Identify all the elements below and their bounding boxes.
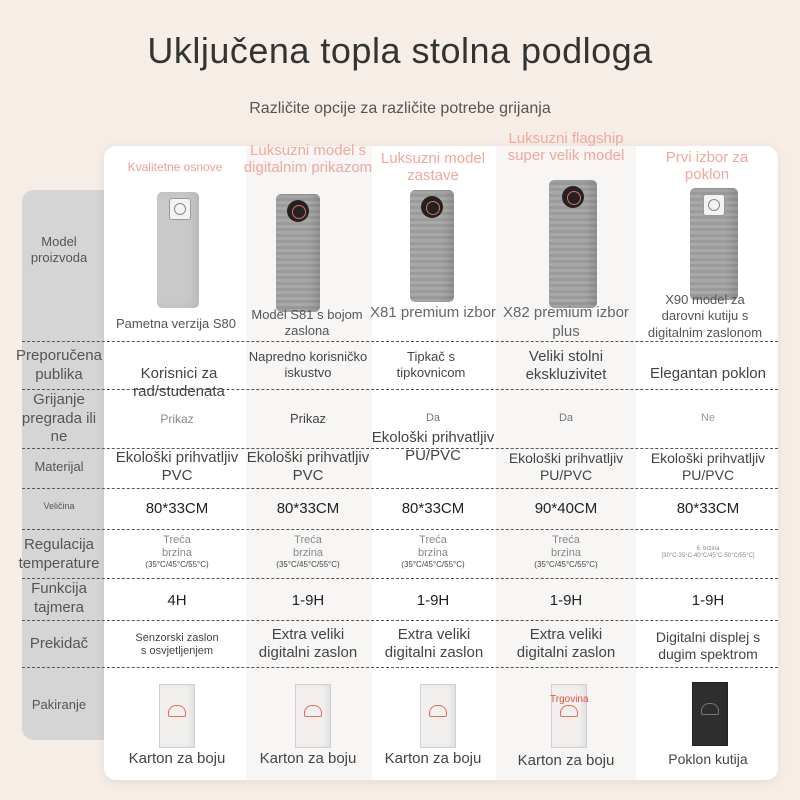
partition-cell-3: Da: [425, 412, 441, 425]
display-icon: [169, 198, 191, 220]
temperature-cell-5: [643, 538, 773, 568]
package-note: Trgovina: [550, 694, 589, 705]
size-cell-5: 80*33CM: [676, 500, 740, 517]
product-image-x81: [410, 190, 454, 302]
page-subtitle: Različite opcije za različite potrebe grijanja: [249, 100, 551, 117]
material-cell-1: Ekološki prihvatljiv PVC: [115, 449, 239, 484]
temperature-cell-2: [243, 530, 373, 574]
temperature-range: (35°C/45°C/55°C): [276, 560, 340, 570]
partition-cell-2: Prikaz: [289, 411, 327, 427]
switch-cell-2: Extra veliki digitalni zaslon: [258, 626, 358, 661]
switch-cell-1: Senzorski zaslon s osvjetljenjem: [135, 631, 219, 657]
package-box-5: [692, 682, 728, 746]
temperature-title: Treća brzina: [293, 534, 323, 560]
page-title: Uključena topla stolna podloga: [147, 30, 653, 71]
column-header-3: Luksuzni model zastave: [380, 150, 486, 185]
row-label-switch: Prekidač: [29, 634, 89, 652]
temperature-range: (35°C/45°C/55°C): [401, 560, 465, 570]
model-name-4: X82 premium izbor plus: [503, 304, 629, 340]
row-divider: [22, 578, 778, 579]
audience-cell-4: Veliki stolni ekskluzivitet: [525, 348, 607, 383]
audience-cell-2: Napredno korisničko iskustvo: [248, 349, 368, 380]
row-label-timer: Funkcija tajmera: [31, 580, 87, 616]
model-name-1: Pametna verzija S80: [116, 316, 236, 331]
packaging-cell-3: Karton za boju: [384, 750, 482, 767]
brand-logo-icon: [429, 705, 447, 717]
partition-cell-1: Prikaz: [160, 411, 194, 426]
timer-cell-4: 1-9H: [549, 592, 583, 609]
switch-cell-5: Digitalni displej s dugim spektrom: [655, 629, 761, 662]
brand-logo-icon: [168, 705, 186, 717]
row-divider: [22, 341, 778, 342]
material-cell-3: Ekološki prihvatljiv PU/PVC: [371, 429, 495, 464]
column-header-1: Kvalitetne osnove: [127, 160, 223, 174]
material-cell-4: Ekološki prihvatljiv PU/PVC: [508, 450, 624, 483]
row-label-packaging: Pakiranje: [31, 696, 87, 712]
model-name-2: Model S81 s bojom zaslona: [251, 307, 363, 339]
size-cell-1: 80*33CM: [145, 500, 209, 517]
brand-logo-icon: [304, 705, 322, 717]
display-icon: [287, 200, 309, 222]
display-icon: [703, 194, 725, 216]
model-name-3: X81 premium izbor: [370, 304, 496, 321]
row-label-size: Veličina: [43, 501, 75, 512]
package-box-3: [420, 684, 456, 748]
row-label-audience: Preporučena publika: [16, 347, 102, 383]
temperature-title: Treća brzina: [162, 534, 192, 560]
display-icon: [421, 196, 443, 218]
temperature-title: 6. brzina: [696, 545, 720, 552]
size-cell-3: 80*33CM: [401, 500, 465, 517]
material-cell-2: Ekološki prihvatljiv PVC: [246, 449, 370, 484]
row-label-material: Materijal: [34, 458, 84, 474]
brand-logo-icon: [701, 703, 719, 715]
display-icon: [562, 186, 584, 208]
timer-cell-1: 4H: [167, 592, 187, 609]
brand-logo-icon: [560, 705, 578, 717]
packaging-cell-5: Poklon kutija: [668, 750, 748, 767]
timer-cell-5: 1-9H: [691, 592, 725, 609]
row-label-model: Model proizvoda: [30, 233, 88, 265]
row-label-partition: Grijanje pregrada ili ne: [21, 390, 97, 446]
column-header-4: Luksuzni flagship super velik model: [507, 130, 625, 165]
temperature-range: (35°C/45°C/55°C): [145, 560, 209, 570]
switch-cell-3: Extra veliki digitalni zaslon: [384, 626, 484, 661]
temperature-cell-1: [112, 530, 242, 574]
temperature-cell-4: [501, 530, 631, 574]
temperature-title: Treća brzina: [551, 534, 581, 560]
product-image-x90: [690, 188, 738, 300]
size-cell-2: 80*33CM: [276, 500, 340, 517]
product-image-s80: [157, 192, 199, 308]
partition-cell-4: Da: [558, 412, 574, 425]
temperature-cell-3: [368, 530, 498, 574]
audience-cell-3: Tipkač s tipkovnicom: [396, 349, 466, 380]
switch-cell-4: Extra veliki digitalni zaslon: [516, 626, 616, 661]
material-cell-5: Ekološki prihvatljiv PU/PVC: [650, 450, 766, 483]
audience-cell-1: Korisnici za rad/studenata: [133, 365, 225, 400]
product-image-s81: [276, 194, 320, 312]
product-image-x82: [549, 180, 597, 308]
partition-cell-5: Ne: [700, 412, 716, 425]
column-header-2: Luksuzni model s digitalnim prikazom: [243, 142, 373, 177]
packaging-cell-2: Karton za boju: [259, 750, 357, 767]
temperature-range: (35°C/45°C/55°C): [534, 560, 598, 570]
packaging-cell-4: Karton za boju: [517, 752, 615, 769]
timer-cell-3: 1-9H: [416, 592, 450, 609]
package-box-2: [295, 684, 331, 748]
audience-cell-5: Elegantan poklon: [650, 365, 766, 382]
row-label-temperature: Regulacija temperature: [18, 536, 100, 572]
temperature-title: Treća brzina: [418, 534, 448, 560]
timer-cell-2: 1-9H: [291, 592, 325, 609]
size-cell-4: 90*40CM: [534, 500, 598, 517]
model-name-5: X90 model za darovni kutiju s digitalnim zaslonom: [647, 292, 763, 340]
temperature-range: [30°C-35°C-40°C/45°C-50°C/55°C]: [661, 553, 755, 559]
column-header-5: Prvi izbor za poklon: [665, 149, 749, 184]
package-box-1: [159, 684, 195, 748]
packaging-cell-1: Karton za boju: [128, 750, 226, 767]
row-divider: [22, 488, 778, 489]
